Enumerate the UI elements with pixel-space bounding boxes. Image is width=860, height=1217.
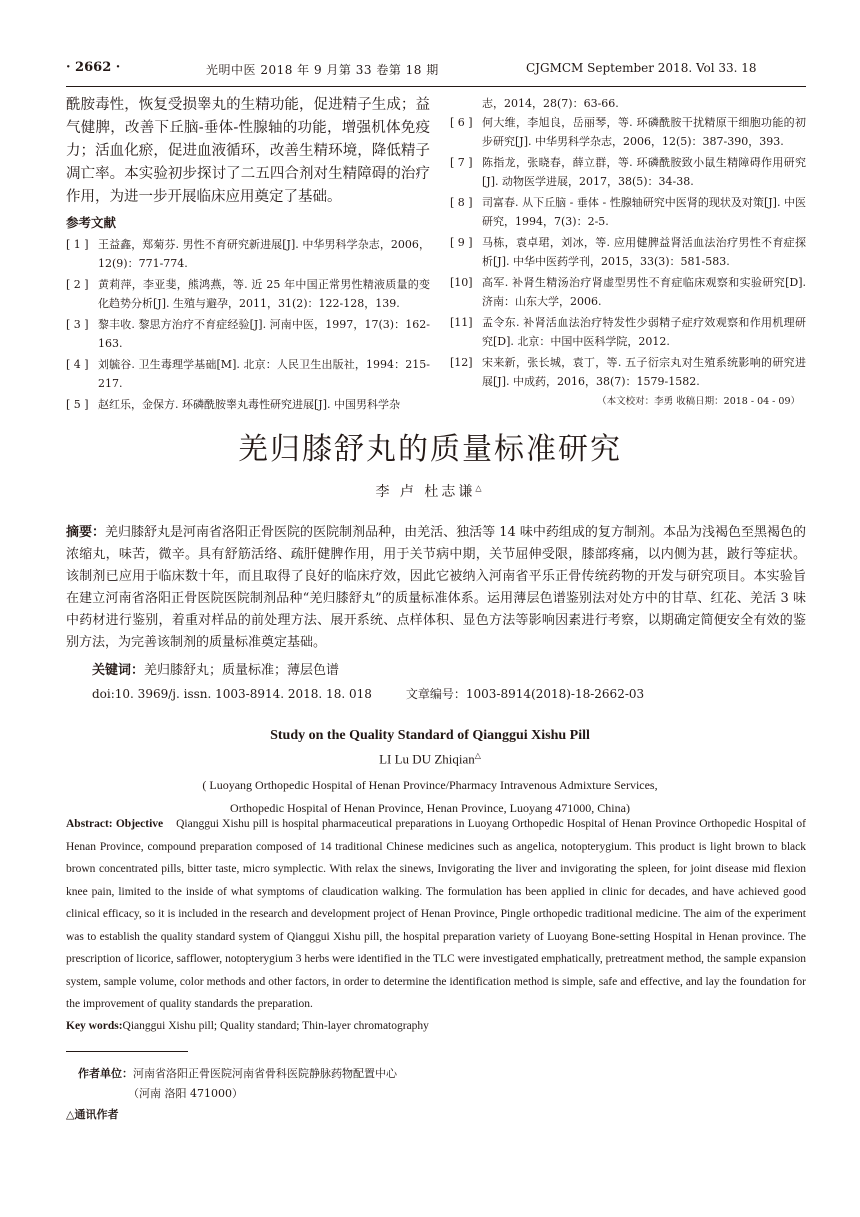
author-unit: [78, 1064, 397, 1084]
reference-text: 黄莉萍，李亚斐，熊鸿燕，等. 近 25 年中国正常男性精液质量的变化趋势分析[J]. 生殖与避孕，2011，31(2)：122-128，139.: [98, 278, 430, 310]
author-names-en: LI Lu DU Zhiqian: [379, 751, 475, 767]
reference-text: 宋来新，张长城，袁丁，等. 五子衍宗丸对生殖系统影响的研究进展[J]. 中成药，2016，38(7)：1579-1582.: [482, 356, 806, 388]
doi-line: [92, 684, 806, 704]
authors-en: [0, 751, 860, 767]
reference-number: [12]: [450, 356, 473, 369]
reference-text: 赵红乐，金保方. 环磷酰胺睾丸毒性研究进展[J]. 中国男科学杂: [98, 398, 400, 411]
keywords-text-en: Qianggui Xishu pill; Quality standard; Thin-layer chromatography: [122, 1020, 429, 1032]
reference-item: [450, 153, 806, 191]
author-unit-address: （河南 洛阳 471000）: [128, 1087, 243, 1100]
reference-item: [450, 193, 806, 231]
keywords-label-cn: 关键词：: [92, 663, 145, 678]
references-heading: 参考文献: [66, 215, 117, 230]
corresponding-mark-en: △: [474, 751, 481, 760]
header-rule: [66, 86, 806, 87]
editor-note: （本文校对：李勇 收稿日期：2018 - 04 - 09）: [597, 396, 800, 407]
reference-number: [ 5 ]: [66, 398, 89, 411]
affiliation-line-2: Orthopedic Hospital of Henan Province, Henan Province, Luoyang 471000, China): [230, 801, 630, 815]
reference-item: [66, 275, 430, 313]
affiliation-line-1: ( Luoyang Orthopedic Hospital of Henan Province/Pharmacy Intravenous Admixture Services,: [202, 778, 658, 792]
reference-text: 何大维，李旭良，岳丽琴，等. 环磷酰胺干扰精原干细胞功能的初步研究[J]. 中华男科学杂志，2006，12(5)：387-390，393.: [482, 116, 806, 148]
reference-text: 陈指龙，张晓春，薛立群，等. 环磷酰胺致小鼠生精障碍作用研究[J]. 动物医学进展，2017，38(5)：34-38.: [482, 156, 806, 188]
author-unit-label: 作者单位：: [78, 1067, 133, 1080]
author-names-cn: 李 卢 杜志谦: [375, 484, 476, 500]
reference-text: 王益鑫，郑菊芬. 男性不育研究新进展[J]. 中华男科学杂志，2006，12(9)：771-774.: [98, 238, 430, 270]
reference-number: [ 1 ]: [66, 238, 89, 251]
page-number: · 2662 ·: [66, 60, 121, 75]
reference-item: [450, 233, 806, 271]
reference-text: 刘毓谷. 卫生毒理学基础[M]. 北京：人民卫生出版社，1994：215-217.: [98, 358, 430, 390]
reference-number: [ 4 ]: [66, 358, 89, 371]
reference-item: [66, 395, 430, 414]
reference-item: [66, 235, 430, 273]
reference-number: [ 8 ]: [450, 196, 473, 209]
reference-number: [ 6 ]: [450, 116, 473, 129]
left-column: [66, 94, 430, 416]
reference-number: [ 3 ]: [66, 318, 89, 331]
author-unit-text: 河南省洛阳正骨医院河南省骨科医院静脉药物配置中心: [133, 1067, 397, 1080]
abstract-cn: [66, 522, 806, 654]
reference-item: [450, 273, 806, 311]
footnote-rule: [66, 1051, 188, 1052]
reference-text: 高军. 补肾生精汤治疗肾虚型男性不育症临床观察和实验研究[D]. 济南：山东大学，2006.: [482, 276, 806, 308]
abstract-text-cn: 羌归膝舒丸是河南省洛阳正骨医院的医院制剂品种，由羌活、独活等 14 味中药组成的复方制剂。本品为浅褐色至黑褐色的浓缩丸，味苦，微辛。具有舒筋活络、疏肝健脾作用，用于关节病中期，关节屈伸受限，膝部疼痛，以内侧为甚，跛行等症状。该制剂已应用于临床数十年，而且取得了良好的临床疗效，因此它被纳入河南省平乐正骨传统药物的开发与研究项目。本实验旨在建立河南省洛阳正骨医院医院制剂品种“羌归膝舒丸”的质量标准体系。运用薄层色谱鉴别法对处方中的甘草、红花、羌活 3 味中药材进行鉴别，着重对样品的前处理方法、展开系统、点样体积、显色方法等影响因素进行考察，以期确定简便安全有效的鉴别方法，为完善该制剂的质量标准奠定基础。: [66, 525, 806, 650]
article-title-cn: 羌归膝舒丸的质量标准研究: [238, 432, 622, 467]
article-number: 文章编号：1003-8914(2018)-18-2662-03: [405, 687, 645, 701]
previous-article-conclusion: 酰胺毒性，恢复受损睾丸的生精功能，促进精子生成；益气健脾，改善下丘脑-垂体-性腺轴的功能，增强机体免疫力；活血化瘀，促进血液循环，改善生精环境，降低精子凋亡率。本实验初步探讨了二五四合剂对生精障碍的治疗作用，为进一步开展临床应用奠定了基础。: [66, 97, 430, 205]
abstract-label-en: Abstract: Objective: [66, 818, 164, 830]
corresponding-mark: △: [475, 483, 485, 493]
abstract-en: [66, 813, 806, 1016]
abstract-label-cn: 摘要：: [66, 525, 106, 540]
reference-number: [ 2 ]: [66, 278, 89, 291]
reference-text: 司富春. 从下丘脑 - 垂体 - 性腺轴研究中医肾的现状及对策[J]. 中医研究，1994，7(3)：2-5.: [482, 196, 806, 228]
reference-item: [66, 315, 430, 353]
doi: doi:10. 3969/j. issn. 1003-8914. 2018. 18. 018: [92, 687, 372, 701]
reference-item: [450, 313, 806, 351]
keywords-text-cn: 羌归膝舒丸；质量标准；薄层色谱: [144, 663, 340, 678]
reference-item: [450, 353, 806, 391]
reference-text: 孟令东. 补肾活血法治疗特发性少弱精子症疗效观察和作用机理研究[D]. 北京：中国中医科学院，2012.: [482, 316, 806, 348]
reference-number: [ 7 ]: [450, 156, 473, 169]
journal-name-cn: 光明中医 2018 年 9 月第 33 卷第 18 期: [206, 63, 439, 77]
right-column: [450, 94, 806, 407]
journal-name-en: CJGMCM September 2018. Vol 33. 18: [526, 61, 757, 75]
page-header: [66, 60, 806, 82]
corresponding-author-note: △通讯作者: [66, 1108, 119, 1121]
reference-continuation: 志，2014，28(7)：63-66.: [482, 97, 619, 110]
keywords-cn: [92, 661, 806, 681]
reference-item: [450, 113, 806, 151]
reference-number: [11]: [450, 316, 473, 329]
authors-cn: [0, 481, 860, 501]
reference-item: [66, 355, 430, 393]
reference-number: [10]: [450, 276, 473, 289]
reference-text: 黎丰收. 黎思方治疗不育症经验[J]. 河南中医，1997，17(3)：162-163.: [98, 318, 430, 350]
abstract-text-en: Qianggui Xishu pill is hospital pharmaceutical preparations in Luoyang Orthopedic Hospital of Henan Province Orthopedic Hospital of Henan Province, compound preparation composed of 14 traditional Chinese medicines such as angelica, notopterygium. This product is light brown to black brown concentrated pills, bitter taste, micro symplectic. With relax the sinews, Invigorating the liver and invigorating the spleen, for joint disease mid flexion knee pain, limited to the inside of what symptoms of claudication walking. The formulation has been applied in clinic for decades, and have achieved good clinical efficacy, so it is included in the research and development project of Henan Province, Pingle orthopedic traditional medicine. The aim of the experiment was to establish the quality standard system of Qianggui Xishu pill, the hospital preparation variety of Luoyang Bone-setting Hospital in Henan province. The prescription of licorice, safflower, notopterygium 3 herbs were identified in the TLC were investigated emphatically, pretreatment method, the sample expansion system, sample volume, color methods and other factors, in order to determine the identification method is simple, safe and effective, and lay the foundation for the improvement of quality standards the preparation.: [66, 818, 806, 1010]
keywords-label-en: Key words:: [66, 1020, 123, 1032]
keywords-en: [66, 1020, 806, 1032]
reference-number: [ 9 ]: [450, 236, 473, 249]
reference-text: 马栋，袁卓珺，刘冰，等. 应用健脾益肾活血法治疗男性不育症探析[J]. 中华中医药学刊，2015，33(3)：581-583.: [482, 236, 806, 268]
article-title-en: Study on the Quality Standard of Qianggui Xishu Pill: [270, 728, 590, 743]
